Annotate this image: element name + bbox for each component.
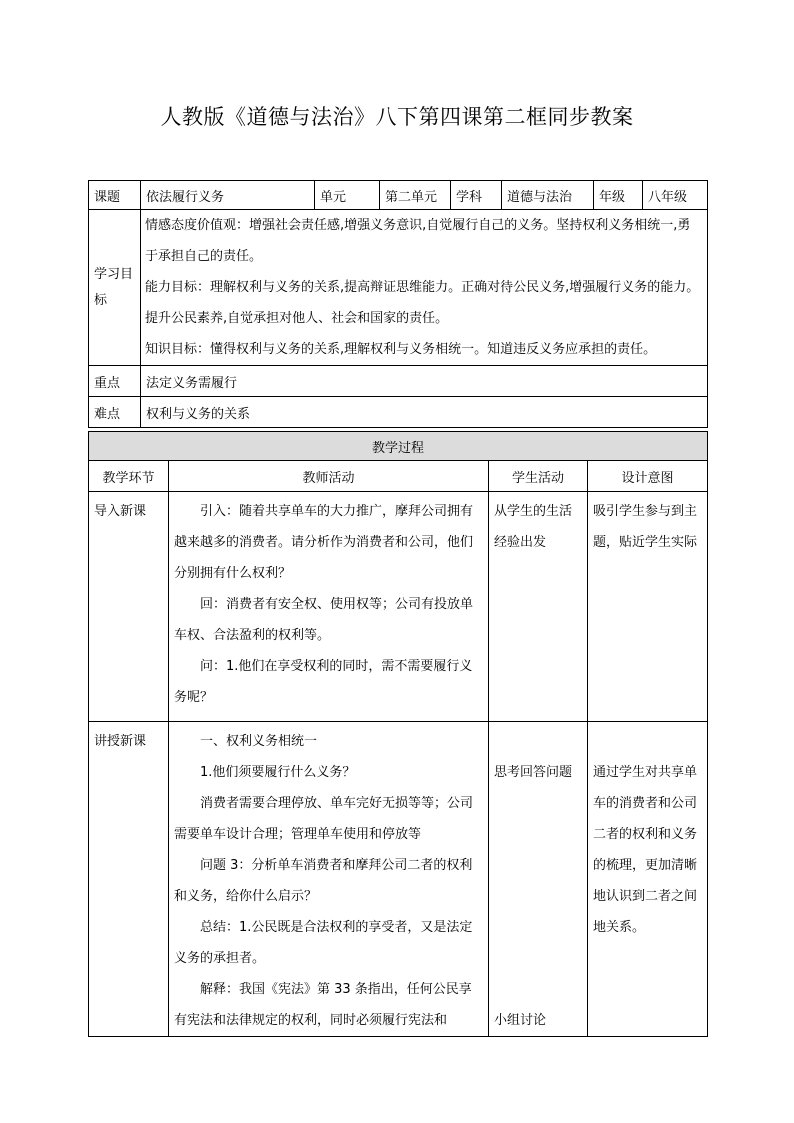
topic-value: 依法履行义务 — [141, 181, 315, 210]
teacher-paragraph: 一、权利义务相统一 — [200, 734, 318, 749]
goal-knowledge: 知识目标：懂得权利与义务的关系,理解权利与义务相统一。知道违反义务应承担的责任。 — [145, 342, 657, 357]
teacher-activity-cell — [169, 722, 489, 1037]
design-intent-cell: 通过学生对共享单车的消费者和公司二者的权利和义务的梳理，更加清晰地认识到二者之间地关系。 — [588, 722, 708, 1037]
student-activity-cell — [489, 722, 588, 1037]
col-teacher-header: 教师活动 — [169, 461, 489, 492]
stage-cell: 讲授新课 — [89, 722, 169, 1037]
student-activity-text: 小组讨论 — [494, 1013, 547, 1028]
teacher-paragraph: 问题 3：分析单车消费者和摩拜公司二者的权利和义务，给你什么启示？ — [174, 858, 473, 904]
col-student-header: 学生活动 — [489, 461, 588, 492]
table-row — [89, 492, 708, 722]
teacher-activity-cell — [169, 492, 489, 722]
unit-label: 单元 — [315, 181, 380, 210]
grade-label: 年级 — [594, 181, 643, 210]
teacher-paragraph: 消费者需要合理停放、单车完好无损等等；公司需要单车设计合理；管理单车使用和停放等 — [174, 796, 474, 842]
subject-label: 学科 — [451, 181, 502, 210]
teacher-paragraph: 引入：随着共享单车的大力推广，摩拜公司拥有越来越多的消费者。请分析作为消费者和公司，他们分别拥有什么权利？ — [174, 504, 474, 581]
process-header: 教学过程 — [89, 432, 708, 461]
lesson-info-table — [88, 180, 708, 428]
teaching-process-table — [88, 431, 708, 1037]
subject-value: 道德与法治 — [502, 181, 594, 210]
table-row — [89, 722, 708, 1037]
goal-ability: 能力目标：理解权利与义务的关系,提高辩证思维能力。正确对待公民义务,增强履行义务的能力。提升公民素养,自觉承担对他人、社会和国家的责任。 — [145, 280, 700, 326]
unit-value: 第二单元 — [380, 181, 451, 210]
col-intent-header: 设计意图 — [588, 461, 708, 492]
student-activity-text: 思考回答问题 — [494, 765, 573, 780]
col-stage-header: 教学环节 — [89, 461, 169, 492]
goals-label: 学习目标 — [89, 210, 141, 366]
teacher-paragraph: 总结：1.公民既是合法权利的享受者，又是法定义务的承担者。 — [174, 920, 473, 966]
design-intent-cell: 吸引学生参与到主题，贴近学生实际 — [588, 492, 708, 722]
difficulty-label: 难点 — [89, 397, 141, 428]
goals-content — [141, 210, 708, 366]
teacher-paragraph: 解释：我国《宪法》第 33 条指出，任何公民享有宪法和法律规定的权利，同时必须履行宪法和 — [174, 982, 472, 1028]
difficulty-value: 权利与义务的关系 — [141, 397, 708, 428]
teacher-paragraph: 问：1.他们在享受权利的同时，需不需要履行义务呢？ — [174, 659, 473, 705]
teacher-paragraph: 回：消费者有安全权、使用权等；公司有投放单车权、合法盈利的权利等。 — [174, 597, 474, 643]
goal-emotion: 情感态度价值观：增强社会责任感,增强义务意识,自觉履行自己的义务。坚持权利义务相统一,勇于承担自己的责任。 — [145, 218, 691, 264]
student-activity-cell: 从学生的生活经验出发 — [489, 492, 588, 722]
teacher-paragraph: 1.他们须要履行什么义务？ — [200, 765, 356, 780]
stage-cell: 导入新课 — [89, 492, 169, 722]
document-title: 人教版《道德与法治》八下第四课第二框同步教案 — [160, 105, 634, 129]
topic-label: 课题 — [89, 181, 141, 210]
grade-value: 八年级 — [643, 181, 708, 210]
key-point-value: 法定义务需履行 — [141, 366, 708, 397]
key-point-label: 重点 — [89, 366, 141, 397]
